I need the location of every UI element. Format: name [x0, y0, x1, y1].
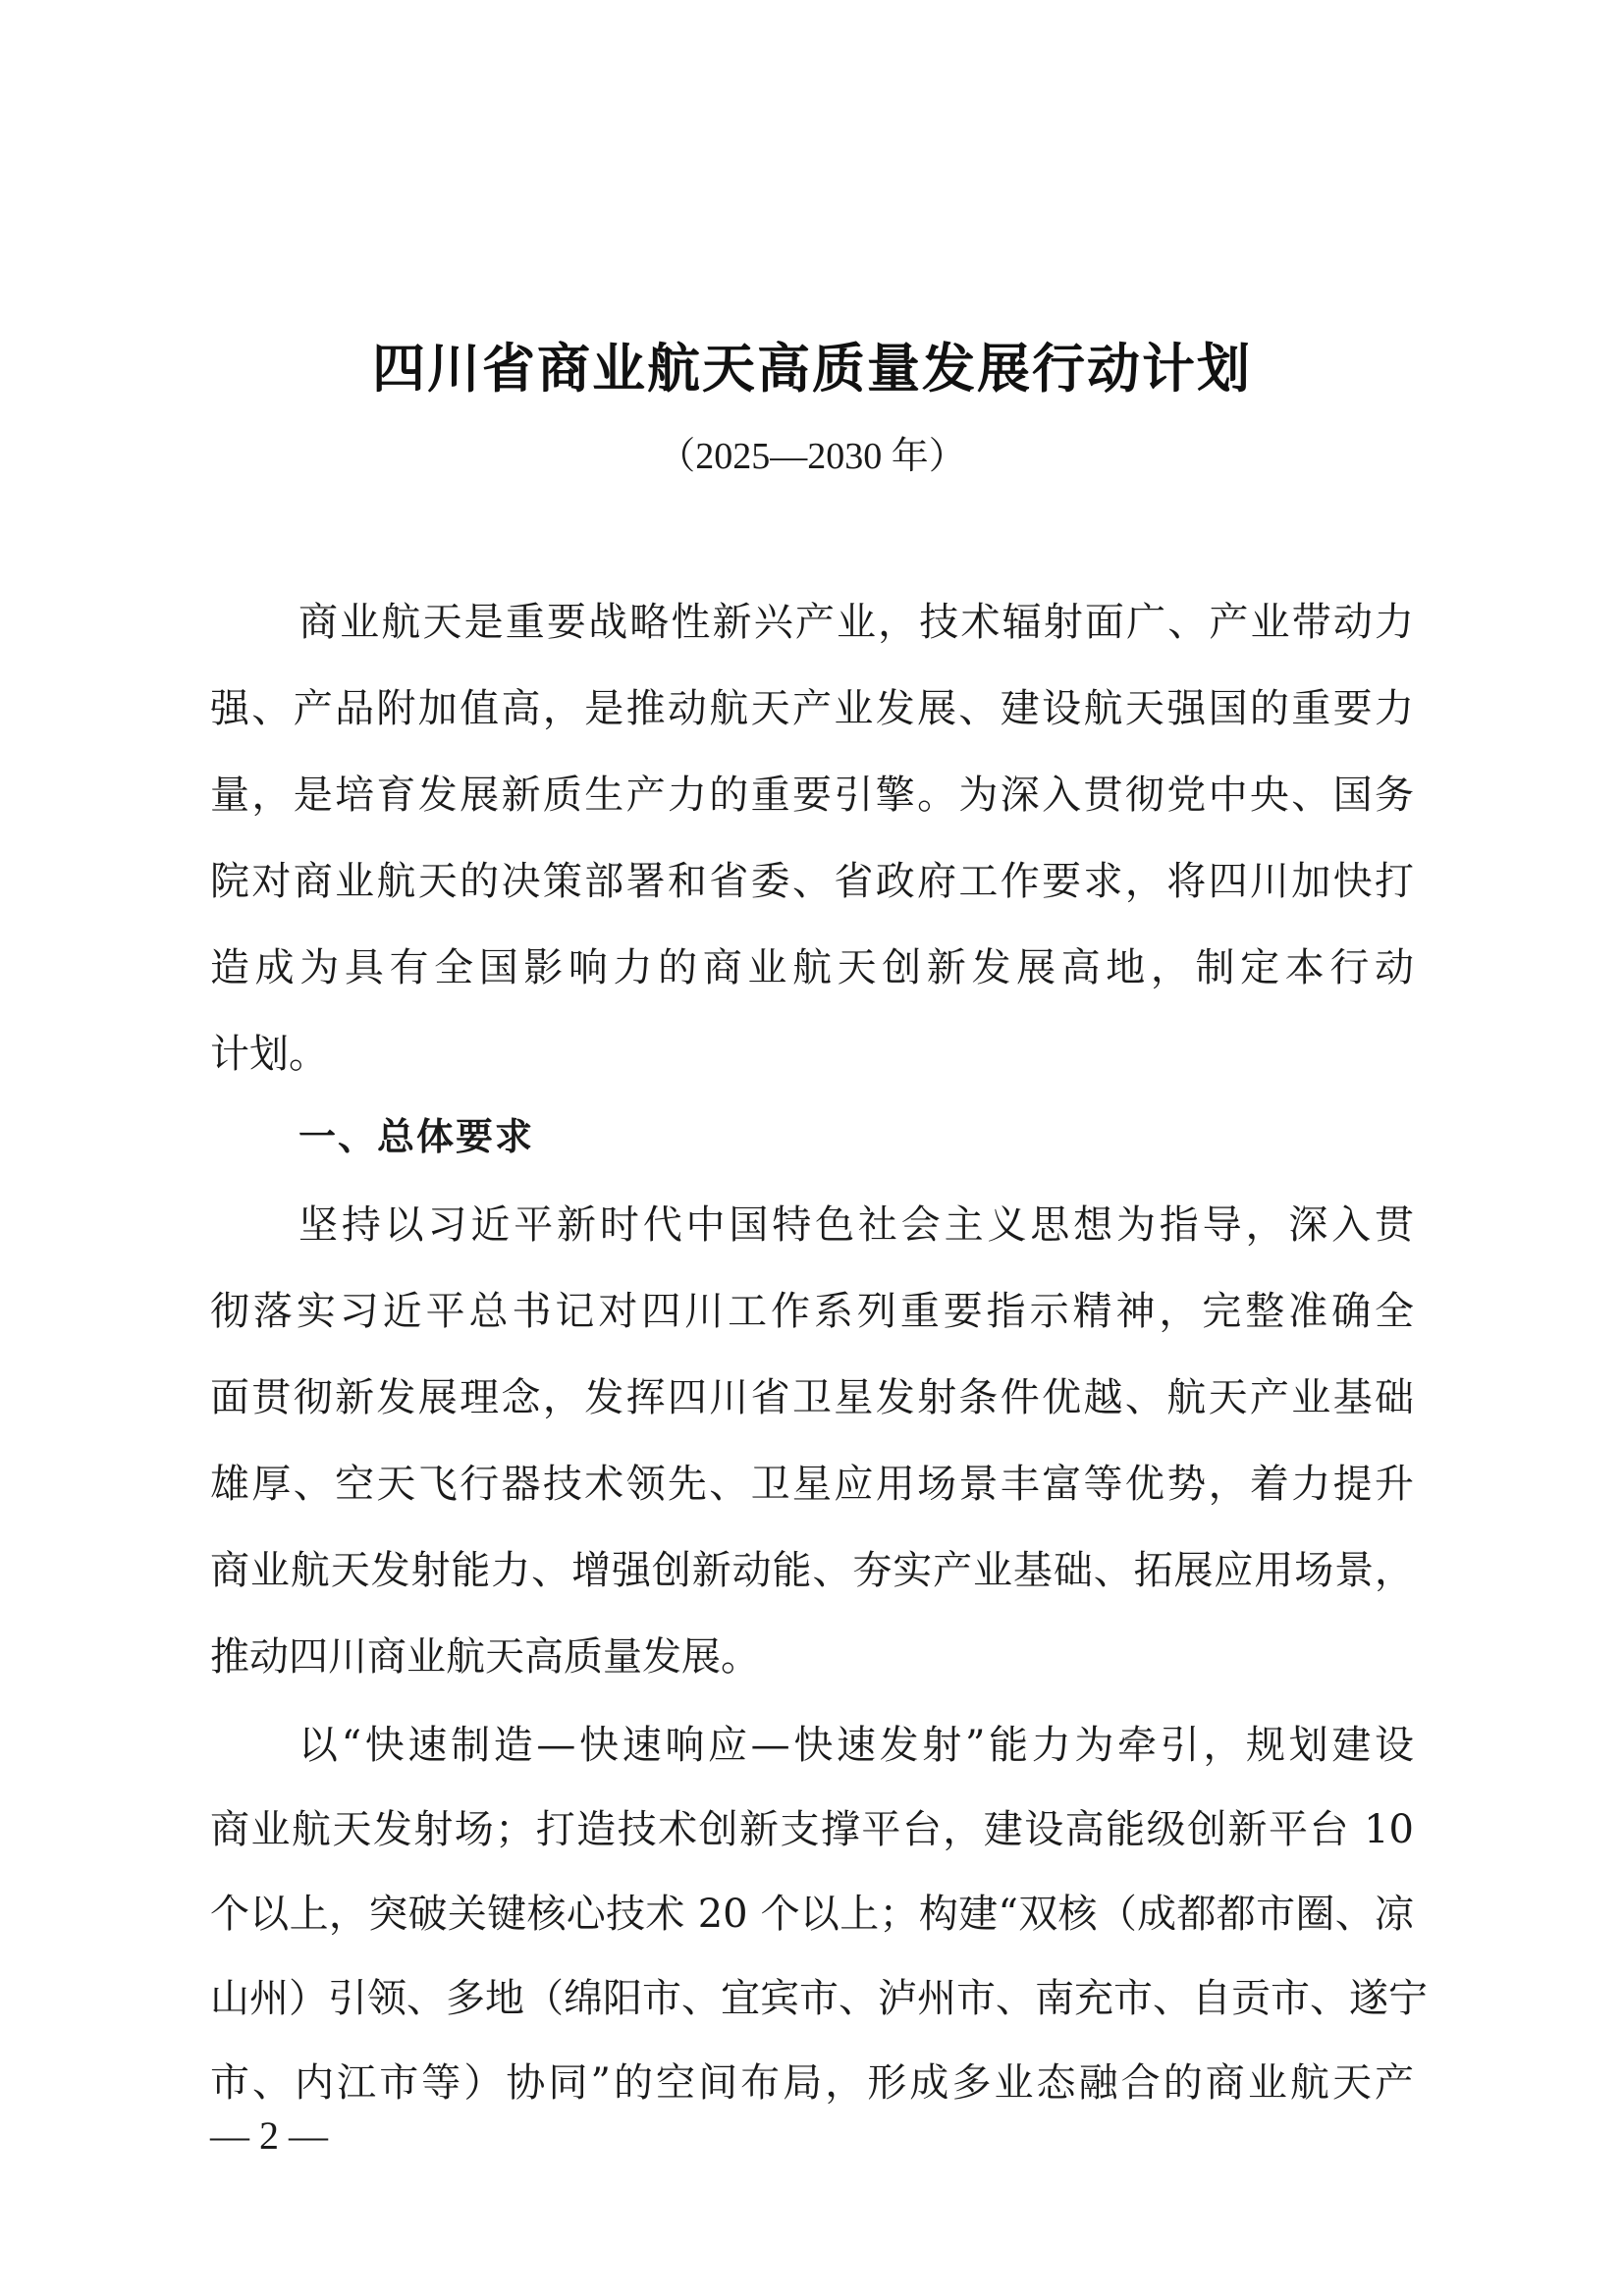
paragraph-line: 院对商业航天的决策部署和省委、省政府工作要求，将四川加快打 — [210, 859, 1414, 904]
paragraph-line: 商业航天发射场；打造技术创新支撑平台，建设高能级创新平台 10 — [210, 1807, 1414, 1852]
paragraph-line: 面贯彻新发展理念，发挥四川省卫星发射条件优越、航天产业基础 — [210, 1375, 1414, 1420]
paragraph-line: 坚持以习近平新时代中国特色社会主义思想为指导，深入贯 — [298, 1202, 1414, 1248]
document-title: 四川省商业航天高质量发展行动计划 — [372, 337, 1252, 400]
document-subtitle: （2025—2030 年） — [658, 436, 966, 477]
paragraph-line: 雄厚、空天飞行器技术领先、卫星应用场景丰富等优势，着力提升 — [210, 1462, 1414, 1507]
paragraph-line: 商业航天是重要战略性新兴产业，技术辐射面广、产业带动力 — [298, 600, 1414, 645]
paragraph-line: 强、产品附加值高，是推动航天产业发展、建设航天强国的重要力 — [210, 686, 1414, 731]
paragraph-line: 以“快速制造—快速响应—快速发射”能力为牵引，规划建设 — [298, 1723, 1414, 1768]
paragraph-line: 个以上，突破关键核心技术 20 个以上；构建“双核（成都都市圈、凉 — [210, 1892, 1414, 1937]
paragraph-line: 彻落实习近平总书记对四川工作系列重要指示精神，完整准确全 — [210, 1289, 1414, 1334]
paragraph-line: 量，是培育发展新质生产力的重要引擎。为深入贯彻党中央、国务 — [210, 773, 1414, 818]
section-heading: 一、总体要求 — [298, 1115, 535, 1158]
paragraph-line: 山州）引领、多地（绵阳市、宜宾市、泸州市、南充市、自贡市、遂宁 — [210, 1976, 1428, 2021]
paragraph-line: 推动四川商业航天高质量发展。 — [210, 1634, 760, 1680]
paragraph-line: 市、内江市等）协同”的空间布局，形成多业态融合的商业航天产 — [210, 2060, 1414, 2106]
paragraph-line: 商业航天发射能力、增强创新动能、夯实产业基础、拓展应用场景， — [210, 1548, 1414, 1593]
paragraph-line: 造成为具有全国影响力的商业航天创新发展高地，制定本行动 — [210, 945, 1414, 990]
page-number: — 2 — — [210, 2113, 328, 2158]
paragraph-line: 计划。 — [210, 1032, 328, 1077]
